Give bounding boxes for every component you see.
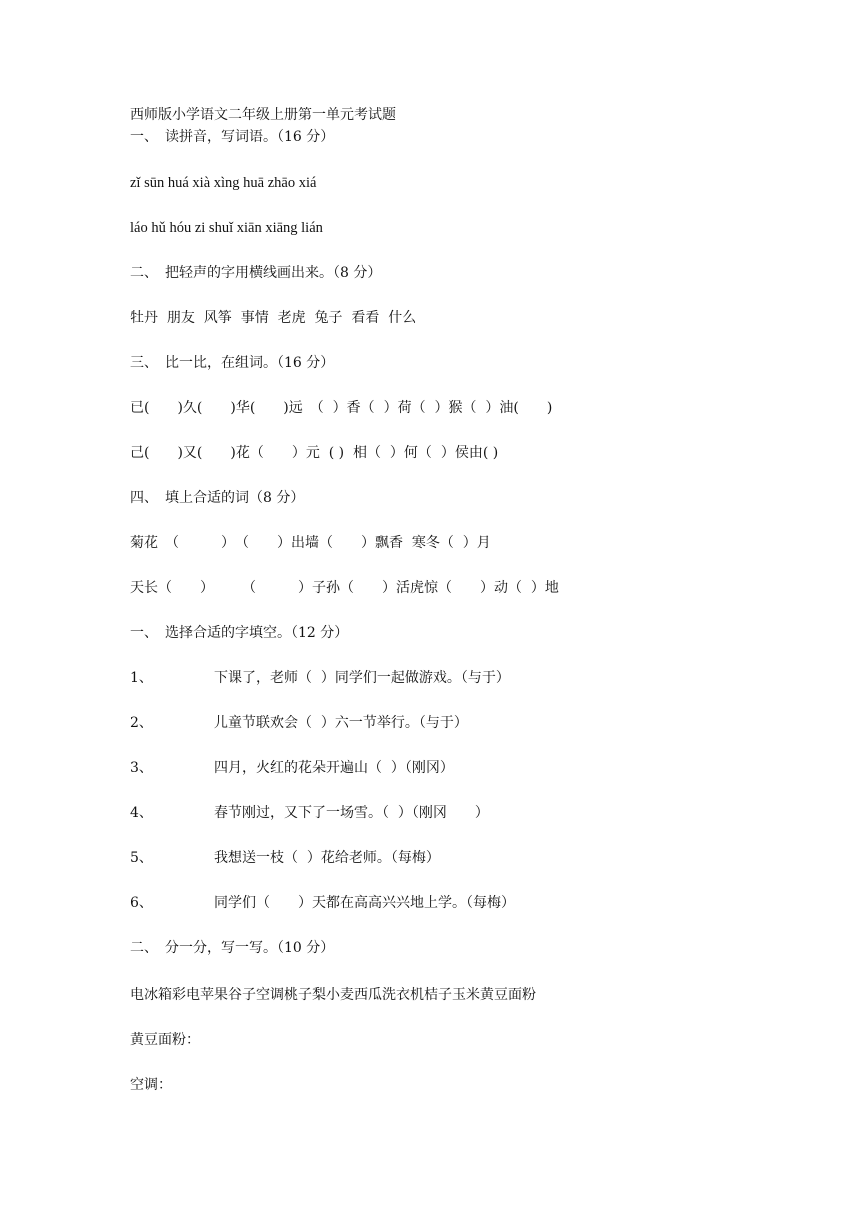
neutral-tone-words: 牡丹 朋友 风筝 事情 老虎 兔子 看看 什么: [130, 310, 417, 326]
item-number: 5、: [130, 850, 153, 866]
item-text: 春节刚过，又下了一场雪。（ ）（刚冈 ）: [214, 805, 489, 821]
section-4-heading: 四、 填上合适的词（8 分）: [130, 490, 305, 506]
pinyin-line-1: zǐ sūn huá xià xìng huā zhāo xiá: [130, 175, 317, 191]
fill-words-line-2: 天长（ ） （ ）子孙（ ）活虎惊（ ）动（ ）地: [130, 580, 559, 596]
item-text: 我想送一枝（ ）花给老师。（每梅）: [214, 850, 440, 866]
compare-words-line-2: 己( )又( )花（ ）元 ( ) 相（ ）何（ ）侯由( ): [130, 445, 499, 461]
section-3-heading: 三、 比一比，在组词。（16 分）: [130, 355, 335, 371]
item-number: 1、: [130, 670, 153, 686]
section-5-heading: 一、 选择合适的字填空。（12 分）: [130, 625, 349, 641]
item-text: 四月，火红的花朵开遍山（ ）（刚冈）: [214, 760, 454, 776]
item-number: 4、: [130, 805, 153, 821]
section-2-heading: 二、 把轻声的字用横线画出来。（8 分）: [130, 265, 382, 281]
word-list: 电冰箱彩电苹果谷子空调桃子梨小麦西瓜洗衣机桔子玉米黄豆面粉: [130, 987, 536, 1003]
item-text: 下课了，老师（ ）同学们一起做游戏。（与于）: [214, 670, 510, 686]
category-appliance-label: 空调：: [130, 1077, 172, 1093]
category-grain-label: 黄豆面粉：: [130, 1032, 200, 1048]
item-text: 儿童节联欢会（ ）六一节举行。（与于）: [214, 715, 468, 731]
item-number: 3、: [130, 760, 153, 776]
section-1-heading: 一、 读拼音，写词语。（16 分）: [130, 129, 335, 145]
pinyin-line-2: láo hǔ hóu zi shuǐ xiān xiāng lián: [130, 220, 323, 236]
exam-title: 西师版小学语文二年级上册第一单元考试题: [130, 107, 396, 123]
fill-words-line-1: 菊花 （ ） （ ）出墙（ ）飘香 寒冬（ ）月: [130, 535, 491, 551]
item-number: 6、: [130, 895, 153, 911]
section-6-heading: 二、 分一分，写一写。（10 分）: [130, 940, 335, 956]
item-text: 同学们（ ）天都在高高兴兴地上学。（每梅）: [214, 895, 515, 911]
item-number: 2、: [130, 715, 153, 731]
compare-words-line-1: 已( )久( )华( )远 （ ）香（ ）荷（ ）猴（ ）油( ): [130, 400, 553, 416]
